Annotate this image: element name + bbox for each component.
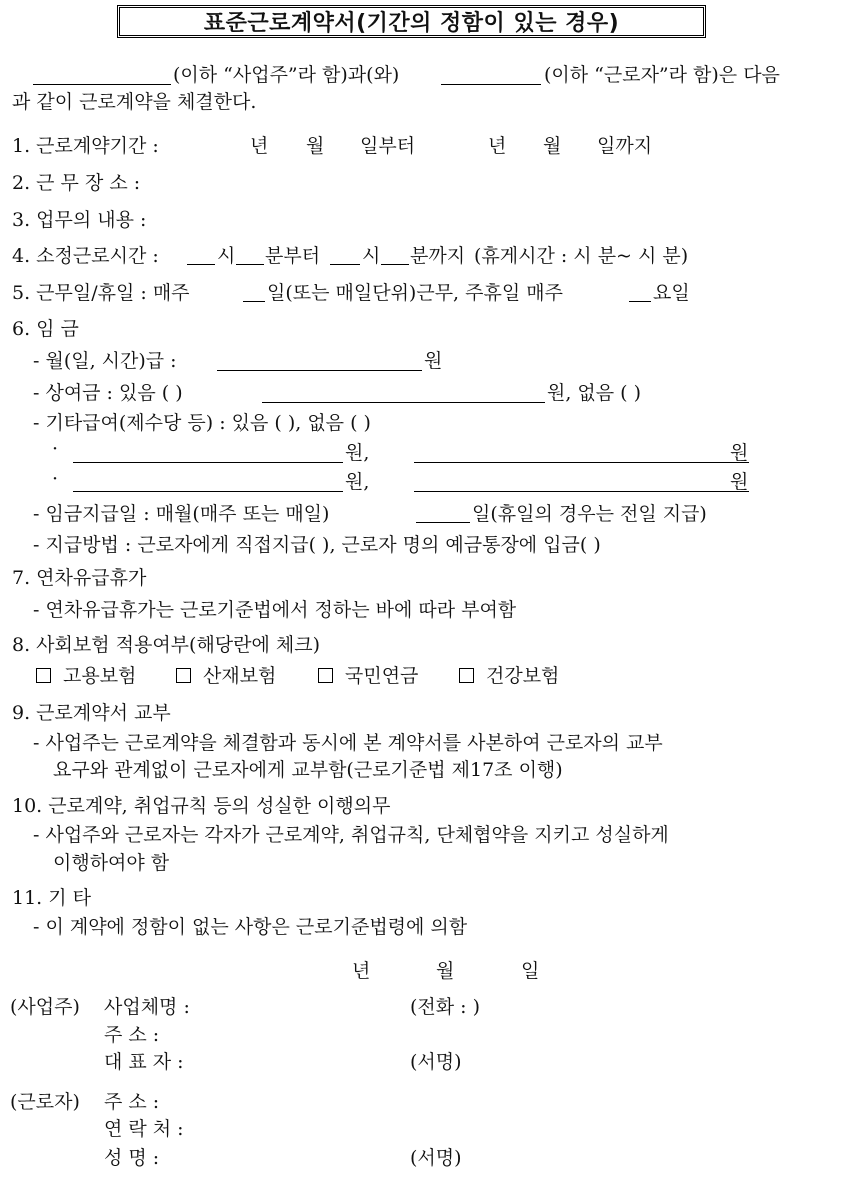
item-5-work-text: 일(또는 매일단위)근무, 주휴일 매주 (267, 282, 563, 304)
item-4-label: 4. 소정근로시간 : (12, 245, 159, 267)
other-pay-unit-2b: 원 (730, 471, 749, 493)
item-2-label: 2. 근 무 장 소 : (12, 172, 141, 194)
wage-label: - 월(일, 시간)급 : (33, 350, 177, 372)
wage-unit: 원 (424, 350, 443, 372)
bonus-unit: 원, 없음 ( ) (547, 382, 642, 404)
end-hour-blank[interactable] (330, 264, 360, 265)
sign-date-month: 월 (436, 960, 455, 982)
national-pension-label: 국민연금 (345, 665, 419, 687)
item-11-label: 11. 기 타 (12, 887, 92, 909)
item-7-desc: - 연차유급휴가는 근로기준법에서 정하는 바에 따라 부여함 (33, 599, 517, 621)
item-6-label: 6. 임 금 (12, 318, 79, 340)
employer-representative-label: 대 표 자 : (104, 1051, 184, 1073)
item-10-label: 10. 근로계약, 취업규칙 등의 성실한 이행의무 (12, 795, 391, 817)
item-1-label: 1. 근로계약기간 : (12, 135, 159, 157)
payday-blank[interactable] (416, 522, 470, 523)
national-pension-checkbox[interactable] (318, 668, 333, 683)
other-pay-blank-2a[interactable] (73, 491, 343, 492)
employment-insurance-label: 고용보험 (63, 665, 137, 687)
employer-tag: (사업주) (10, 996, 80, 1018)
item-9-desc-1: - 사업주는 근로계약을 체결함과 동시에 본 계약서를 사본하여 근로자의 교부 (33, 732, 663, 754)
item-1-month-from: 월 (306, 135, 325, 157)
item-5-label: 5. 근무일/휴일 : 매주 (12, 282, 190, 304)
document-title: 표준근로계약서(기간의 정함이 있는 경우) (203, 11, 620, 36)
other-pay-blank-1b[interactable] (414, 462, 749, 463)
item-4-hour-to: 시 (362, 245, 381, 267)
worker-name-blank[interactable] (441, 84, 541, 85)
item-3-label: 3. 업무의 내용 : (12, 209, 147, 231)
item-4-break-time: (휴게시간 : 시 분~ 시 분) (474, 245, 689, 267)
worker-signature[interactable]: (서명) (410, 1147, 462, 1169)
health-insurance-checkbox[interactable] (459, 668, 474, 683)
industrial-accident-label: 산재보험 (203, 665, 277, 687)
other-pay-unit-1a: 원, (345, 442, 370, 464)
other-pay-bullet-2: · (52, 468, 59, 490)
health-insurance-label: 건강보험 (486, 665, 560, 687)
employer-name-blank[interactable] (33, 84, 171, 85)
item-1-month-to: 월 (543, 135, 562, 157)
start-hour-blank[interactable] (187, 264, 215, 265)
end-minute-blank[interactable] (381, 264, 409, 265)
item-9-desc-2: 요구와 관계없이 근로자에게 교부함(근로기준법 제17조 이행) (53, 759, 563, 781)
work-days-blank[interactable] (243, 301, 265, 302)
item-1-day-from: 일부터 (360, 135, 416, 157)
item-10-desc-1: - 사업주와 근로자는 각자가 근로계약, 취업규칙, 단체협약을 지키고 성실하게 (33, 824, 669, 846)
payday-suffix: 일(휴일의 경우는 전일 지급) (472, 503, 707, 525)
other-pay-unit-2a: 원, (345, 471, 370, 493)
bonus-blank[interactable] (262, 402, 545, 403)
other-pay-unit-1b: 원 (730, 442, 749, 464)
other-pay-blank-1a[interactable] (73, 462, 343, 463)
item-10-desc-2: 이행하여야 함 (53, 852, 170, 874)
item-11-desc: - 이 계약에 정함이 없는 사항은 근로기준법령에 의함 (33, 916, 468, 938)
other-pay-blank-2b[interactable] (414, 491, 749, 492)
item-1-year-to: 년 (488, 135, 507, 157)
worker-address-label: 주 소 : (104, 1091, 160, 1113)
item-7-label: 7. 연차유급휴가 (12, 567, 147, 589)
industrial-accident-checkbox[interactable] (176, 668, 191, 683)
employer-address-label: 주 소 : (104, 1024, 160, 1046)
item-1-day-to: 일까지 (597, 135, 653, 157)
other-pay-bullet-1: · (52, 438, 59, 460)
employment-insurance-checkbox[interactable] (36, 668, 51, 683)
sign-date-year: 년 (352, 960, 371, 982)
intro-line-2: 과 같이 근로계약을 체결한다. (12, 91, 257, 113)
item-4-minute-to: 분까지 (410, 245, 466, 267)
worker-tag: (근로자) (10, 1091, 80, 1113)
other-pay-label: - 기타급여(제수당 등) : 있음 ( ), 없음 ( ) (33, 412, 371, 434)
payday-label: - 임금지급일 : 매월(매주 또는 매일) (33, 503, 330, 525)
bonus-label: - 상여금 : 있음 ( ) (33, 382, 183, 404)
worker-contact-label: 연 락 처 : (104, 1118, 184, 1140)
weekly-holiday-blank[interactable] (629, 301, 651, 302)
employer-signature[interactable]: (서명) (410, 1051, 462, 1073)
item-8-label: 8. 사회보험 적용여부(해당란에 체크) (12, 634, 321, 656)
payment-method: - 지급방법 : 근로자에게 직접지급( ), 근로자 명의 예금통장에 입금( ) (33, 534, 601, 556)
item-5-weekday: 요일 (653, 282, 690, 304)
item-4-minute-from: 분부터 (265, 245, 321, 267)
employer-phone: (전화 : ) (410, 996, 481, 1018)
item-1-year-from: 년 (250, 135, 269, 157)
worker-name-label: 성 명 : (104, 1147, 160, 1169)
intro-employer-text: (이하 “사업주”라 함)과(와) (173, 64, 400, 86)
item-4-hour-from: 시 (217, 245, 236, 267)
document-title-box (117, 5, 706, 38)
start-minute-blank[interactable] (236, 264, 264, 265)
intro-worker-text: (이하 “근로자”라 함)은 다음 (544, 64, 780, 86)
wage-blank[interactable] (217, 370, 422, 371)
item-9-label: 9. 근로계약서 교부 (12, 702, 171, 724)
sign-date-day: 일 (521, 960, 540, 982)
employer-business-name-label: 사업체명 : (104, 996, 190, 1018)
